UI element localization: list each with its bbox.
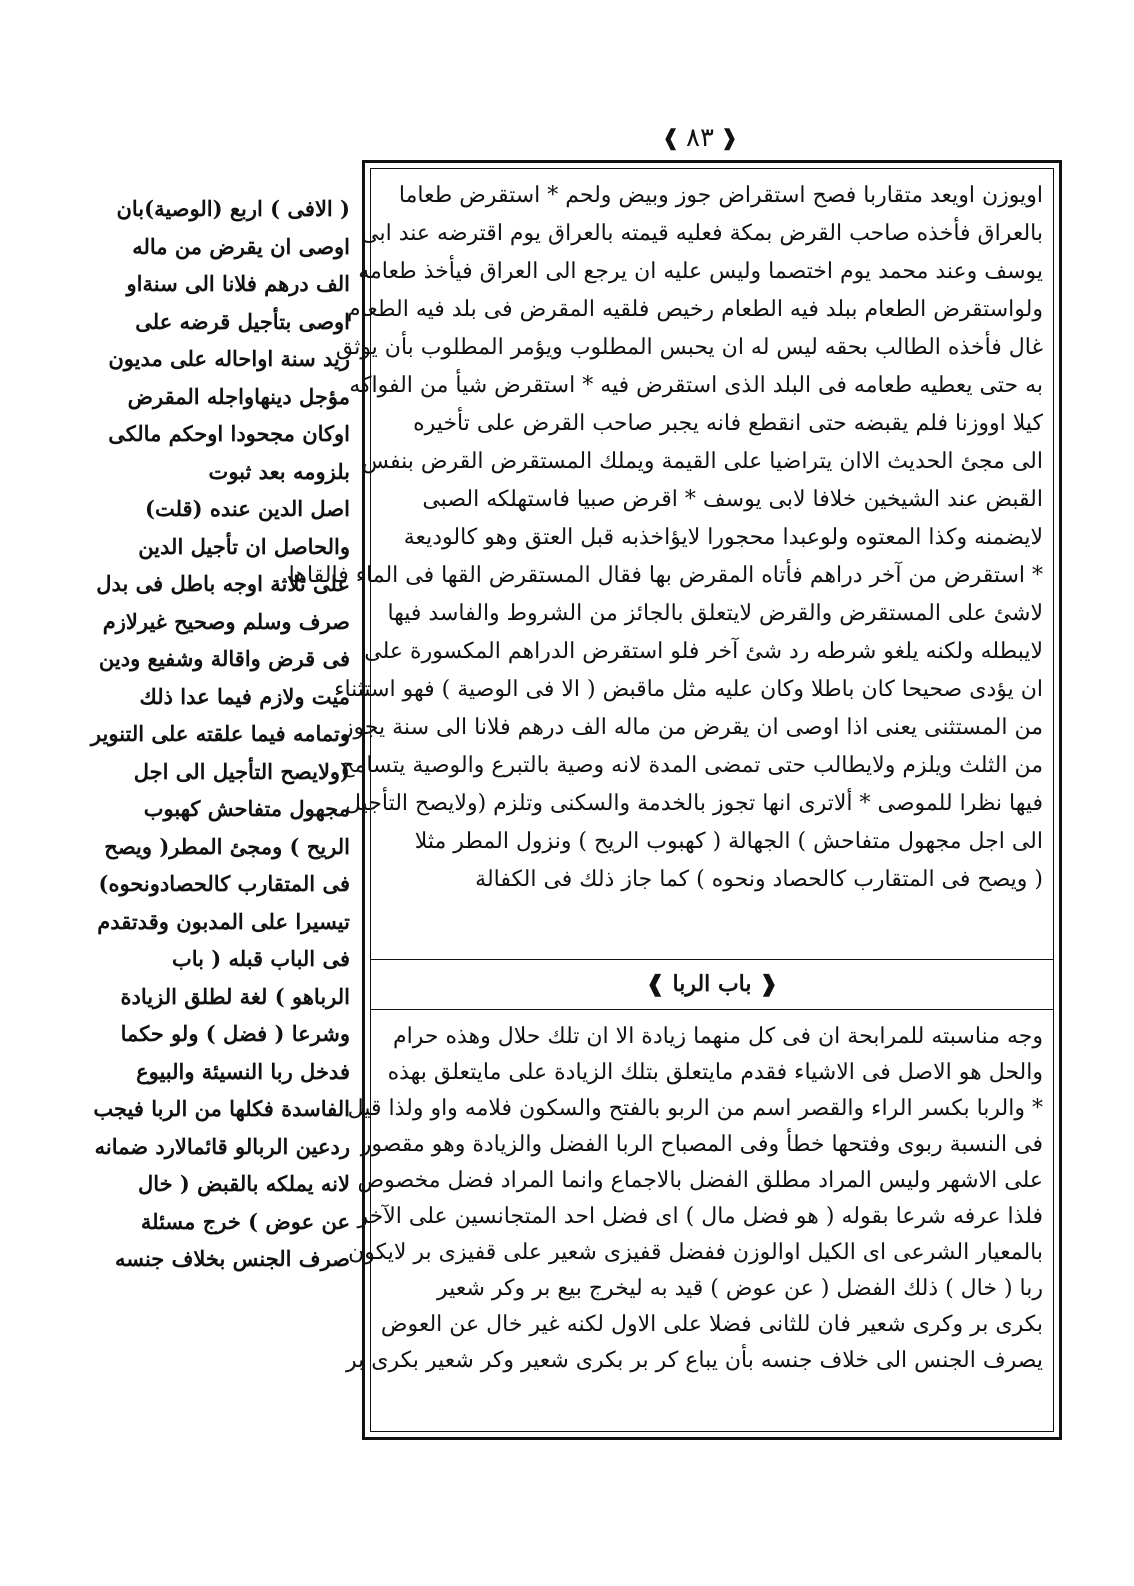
chapter-line: على الاشهر وليس المراد مطلق الفضل بالاجماع وانما المراد فضل مخصوص — [357, 1168, 1043, 1193]
section-divider-top — [371, 959, 1053, 960]
margin-line: ( الافى ) اربع (الوصية)بان — [116, 196, 350, 221]
margin-line: اوصى ان يقرض من ماله — [132, 233, 350, 259]
margin-line: (ولايصح التأجيل الى اجل — [133, 758, 350, 784]
margin-line: وتمامه فيما علقته على التنوير — [90, 721, 350, 746]
chapter-line: ربا ( خال ) ذلك الفضل ( عن عوض ) قيد به ليخرج بيع بر وكر شعير — [437, 1276, 1043, 1301]
chapter-text — [346, 1019, 1043, 1434]
margin-line: اصل الدين عنده (قلت) — [145, 496, 350, 521]
ornament-left-icon: ❱ — [646, 971, 665, 997]
main-line: من الثلث ويلزم ولايطالب حتى تمضى المدة لانه وصية بالتبرع والوصية يتسامح — [340, 753, 1043, 778]
main-line: اويوزن اويعد متقاربا فصح استقراض جوز وبيض ولحم * استقرض طعاما — [398, 183, 1043, 208]
main-line: الى اجل مجهول متفاحش ) الجهالة ( كهبوب الريح ) ونزول المطر مثلا — [414, 829, 1043, 854]
margin-line: اوصى بتأجيل قرضه على — [135, 308, 350, 334]
margin-line: فى المتقارب كالحصادونحوه) — [98, 871, 350, 896]
frame-inner-border — [288, 168, 1054, 1432]
main-line: فيها نظرا للموصى * ألاترى انها تجوز بالخدمة والسكنى وتلزم (ولايصح التأجيل — [344, 791, 1043, 816]
margin-line: صرف وسلم وصحيح غيرلازم — [102, 608, 350, 634]
margin-line: صرف الجنس بخلاف جنسه — [114, 1246, 350, 1271]
margin-line: مجهول متفاحش كهبوب — [143, 796, 350, 821]
main-line: يوسف وعند محمد يوم اختصما وليس عليه ان يرجع الى العراق فيأخذ طعامه — [358, 259, 1043, 284]
chapter-line: والحل هو الاصل فى الاشياء فقدم مايتعلق بتلك الزيادة على مايتعلق بهذه — [387, 1060, 1043, 1085]
main-line: غال فأخذه الطالب بحقه ليس له ان يحبس المطلوب ويؤمر المطلوب بأن يوثق — [335, 335, 1043, 360]
main-line: ان يؤدى صحيحا كان باطلا وكان عليه مثل ماقبض ( الا فى الوصية ) فهو استثناء — [334, 677, 1043, 702]
section-divider-bottom — [371, 1009, 1053, 1010]
margin-line: وشرعا ( فضل ) ولو حكما — [120, 1021, 350, 1046]
chapter-line: فلذا عرفه شرعا بقوله ( هو فضل مال ) اى فضل احد المتجانسين على الآخر — [357, 1204, 1043, 1229]
margin-line: عن عوض ) خرج مسئلة — [140, 1208, 350, 1234]
main-commentary — [288, 177, 1043, 954]
margin-line: اوكان مجحودا اوحكم مالكى — [108, 421, 350, 446]
main-line: الى مجئ الحديث الاان يتراضيا على القيمة ويملك المستقرض القرض بنفس — [361, 449, 1043, 474]
page-number-header — [630, 120, 770, 156]
ornament-left-icon: ❱ — [661, 125, 681, 151]
main-line: القبض عند الشيخين خلافا لابى يوسف * اقرض صبيا فاستهلكه الصبى — [422, 487, 1043, 512]
chapter-line: * والربا بكسر الراء والقصر اسم من الربو بالفتح والسكون فلامه واو ولذا قيل — [347, 1096, 1043, 1121]
main-line: لايضمنه وكذا المعتوه ولوعبدا محجورا لايؤاخذبه قبل العتق وهو كالوديعة — [403, 525, 1043, 550]
margin-line: الرباهو ) لغة لطلق الزيادة — [120, 983, 350, 1009]
main-line: لاشئ على المستقرض والقرض لايتعلق بالجائز من الشروط والفاسد فيها — [387, 601, 1043, 626]
chapter-line: فى النسبة ربوى وفتحها خطأ وفى المصباح الربا الفضل والزيادة وهو مقصور — [360, 1132, 1043, 1157]
main-line: بالعراق فأخذه صاحب القرض بمكة فعليه قيمته بالعراق يوم اقترضه عند ابى — [361, 221, 1043, 246]
main-line: من المستثنى يعنى اذا اوصى ان يقرض من ماله الف درهم فلانا الى سنة يجوز — [342, 715, 1043, 740]
main-line: ( ويصح فى المتقارب كالحصاد ونحوه ) كما جاز ذلك فى الكفالة — [475, 867, 1043, 892]
main-line: * استقرض من آخر دراهم فأتاه المقرض بها فقال المستقرض القها فى الماء فالقاها — [288, 563, 1043, 588]
margin-line: مؤجل دينهاواجله المقرض — [127, 383, 350, 409]
chapter-line: بالمعيار الشرعى اى الكيل اوالوزن ففضل قفيزى شعير على قفيزى بر لايكون — [348, 1240, 1043, 1265]
main-line: به حتى يعطيه طعامه فى البلد الذى استقرض فيه * استقرض شيأ من الفواكه — [349, 373, 1043, 398]
ornament-right-icon: ❰ — [719, 125, 739, 151]
margin-line: فدخل ربا النسيئة والبيوع — [136, 1058, 350, 1084]
chapter-line: وجه مناسبته للمرابحة ان فى كل منهما زيادة الا ان تلك حلال وهذه حرام — [392, 1024, 1043, 1049]
main-text-frame — [288, 160, 1062, 1440]
margin-line: لانه يملكه بالقبض ( خال — [137, 1171, 350, 1196]
main-line: لايبطله ولكنه يلغو شرطه رد شئ آخر فلو استقرض الدراهم المكسورة على — [364, 639, 1043, 664]
chapter-line: يصرف الجنس الى خلاف جنسه بأن يباع كر بر بكرى شعير وكر شعير بكرى بر — [346, 1348, 1043, 1373]
main-line: كيلا اووزنا فلم يقبضه حتى انقطع فانه يجبر صاحب القرض على تأخيره — [413, 411, 1043, 436]
margin-line: بلزومه بعد ثبوت — [208, 458, 350, 484]
margin-line: زيد سنة اواحاله على مديون — [108, 346, 350, 371]
ornament-right-icon: ❰ — [759, 971, 778, 997]
margin-line: تيسيرا على المدبون وقدتقدم — [97, 908, 350, 934]
margin-line: ردعين الربالو قائمالارد ضمانه — [94, 1133, 350, 1159]
chapter-heading — [371, 964, 1053, 1004]
page-number: ٨٣ — [686, 123, 714, 153]
margin-line: على ثلاثة اوجه باطل فى بدل — [96, 571, 350, 596]
margin-line: والحاصل ان تأجيل الدين — [138, 533, 350, 559]
margin-line: فى الباب قبله ( باب — [171, 946, 350, 971]
margin-line: الف درهم فلانا الى سنةاو — [126, 271, 350, 296]
margin-line: فى قرض واقالة وشفيع ودين — [98, 646, 350, 671]
main-line: ولواستقرض الطعام ببلد فيه الطعام رخيص فلقيه المقرض فى بلد فيه الطعام — [347, 297, 1043, 322]
margin-line: الفاسدة فكلها من الربا فيجب — [93, 1096, 350, 1121]
chapter-line: بكرى بر وكرى شعير فان للثانى فضلا على الاول لكنه غير خال عن العوض — [380, 1312, 1043, 1337]
chapter-title: باب الربا — [672, 971, 752, 997]
margin-line: الريح ) ومجئ المطر( ويصح — [104, 833, 350, 859]
margin-gloss — [90, 190, 350, 1390]
margin-line: ميت ولازم فيما عدا ذلك — [139, 683, 350, 709]
